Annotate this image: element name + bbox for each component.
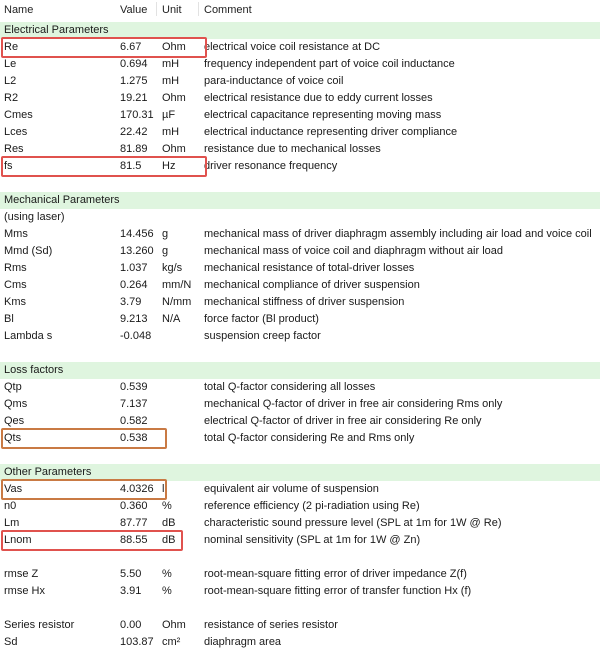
parameter-value: 0.360 bbox=[120, 500, 148, 512]
parameter-value: 14.456 bbox=[120, 228, 154, 240]
parameter-row[interactable] bbox=[0, 158, 600, 175]
parameter-unit: % bbox=[162, 585, 172, 597]
parameter-comment: mechanical stiffness of driver suspension bbox=[204, 296, 405, 308]
parameter-comment: electrical capacitance representing moving mass bbox=[204, 109, 442, 121]
parameter-name: rmse Z bbox=[4, 568, 39, 580]
parameter-row[interactable] bbox=[0, 260, 600, 277]
parameter-name: Lnom bbox=[4, 534, 32, 546]
parameter-row[interactable] bbox=[0, 294, 600, 311]
parameter-value: 1.275 bbox=[120, 75, 148, 87]
parameter-value: 4.0326 bbox=[120, 483, 154, 495]
parameter-row[interactable] bbox=[0, 515, 600, 532]
column-unit-header[interactable]: Unit bbox=[162, 4, 182, 16]
parameter-name: Res bbox=[4, 143, 24, 155]
parameter-value: 1.037 bbox=[120, 262, 148, 274]
parameter-name: Kms bbox=[4, 296, 26, 308]
parameter-value: 3.91 bbox=[120, 585, 142, 597]
parameter-value: 22.42 bbox=[120, 126, 148, 138]
parameter-unit: mH bbox=[162, 58, 180, 70]
parameter-comment: force factor (Bl product) bbox=[204, 313, 319, 325]
parameter-row[interactable] bbox=[0, 73, 600, 90]
parameter-row[interactable] bbox=[0, 566, 600, 583]
spacer-row bbox=[0, 447, 600, 464]
parameter-name: Lces bbox=[4, 126, 28, 138]
highlight-box bbox=[1, 156, 207, 177]
parameter-value: 0.582 bbox=[120, 415, 148, 427]
parameter-name: Lambda s bbox=[4, 330, 53, 342]
parameter-row[interactable] bbox=[0, 413, 600, 430]
column-value-header[interactable]: Value bbox=[120, 4, 148, 16]
parameter-unit: Ohm bbox=[162, 619, 186, 631]
parameter-unit: mm/N bbox=[162, 279, 192, 291]
parameter-comment: mechanical compliance of driver suspension bbox=[204, 279, 420, 291]
parameter-unit: N/A bbox=[162, 313, 181, 325]
spacer-row bbox=[0, 549, 600, 566]
parameter-name: Lm bbox=[4, 517, 20, 529]
parameter-value: 81.89 bbox=[120, 143, 148, 155]
parameter-row[interactable] bbox=[0, 141, 600, 158]
parameter-name: Qms bbox=[4, 398, 28, 410]
parameter-comment: reference efficiency (2 pi-radiation using Re) bbox=[204, 500, 420, 512]
column-divider[interactable] bbox=[198, 2, 199, 16]
column-name-header[interactable]: Name bbox=[4, 4, 34, 16]
parameter-unit: g bbox=[162, 228, 169, 240]
spacer-row bbox=[0, 600, 600, 617]
parameter-row[interactable] bbox=[0, 90, 600, 107]
parameter-value: 88.55 bbox=[120, 534, 148, 546]
parameter-row[interactable] bbox=[0, 481, 600, 498]
parameter-comment: total Q-factor considering Re and Rms only bbox=[204, 432, 415, 444]
parameter-value: -0.048 bbox=[120, 330, 152, 342]
parameter-row[interactable] bbox=[0, 396, 600, 413]
parameter-name: Cms bbox=[4, 279, 27, 291]
parameter-unit: mH bbox=[162, 75, 180, 87]
group-header-row[interactable] bbox=[0, 362, 600, 379]
parameter-value: 13.260 bbox=[120, 245, 154, 257]
group-title: Mechanical Parameters bbox=[4, 194, 120, 206]
parameter-comment: electrical Q-factor of driver in free air considering Re only bbox=[204, 415, 482, 427]
parameter-unit: l bbox=[162, 483, 165, 495]
parameter-row[interactable] bbox=[0, 311, 600, 328]
parameter-name: Qes bbox=[4, 415, 25, 427]
parameter-comment: root-mean-square fitting error of driver impedance Z(f) bbox=[204, 568, 467, 580]
parameter-unit: dB bbox=[162, 534, 176, 546]
parameter-row[interactable] bbox=[0, 277, 600, 294]
parameter-name: Le bbox=[4, 58, 17, 70]
parameter-name: Mmd (Sd) bbox=[4, 245, 53, 257]
parameter-value: 3.79 bbox=[120, 296, 142, 308]
column-comment-header[interactable]: Comment bbox=[204, 4, 252, 16]
group-header-row[interactable] bbox=[0, 464, 600, 481]
parameter-row[interactable] bbox=[0, 124, 600, 141]
parameter-table bbox=[0, 22, 600, 651]
parameter-unit: mH bbox=[162, 126, 180, 138]
parameter-name: rmse Hx bbox=[4, 585, 45, 597]
parameter-name: Re bbox=[4, 41, 19, 53]
parameter-name: Rms bbox=[4, 262, 27, 274]
parameter-comment: root-mean-square fitting error of transfer function Hx (f) bbox=[204, 585, 472, 597]
parameter-unit: kg/s bbox=[162, 262, 183, 274]
spacer-row bbox=[0, 175, 600, 192]
parameter-value: 19.21 bbox=[120, 92, 148, 104]
group-header-row[interactable] bbox=[0, 22, 600, 39]
parameter-unit: % bbox=[162, 568, 172, 580]
parameter-value: 0.538 bbox=[120, 432, 148, 444]
parameter-value: 5.50 bbox=[120, 568, 142, 580]
parameter-name: Vas bbox=[4, 483, 23, 495]
parameter-unit: dB bbox=[162, 517, 176, 529]
parameter-row[interactable] bbox=[0, 243, 600, 260]
parameter-name: (using laser) bbox=[4, 211, 65, 223]
parameter-row[interactable] bbox=[0, 379, 600, 396]
parameter-comment: mechanical mass of voice coil and diaphragm without air load bbox=[204, 245, 503, 257]
parameter-name: Bl bbox=[4, 313, 14, 325]
parameter-unit: Ohm bbox=[162, 41, 186, 53]
group-header-row[interactable] bbox=[0, 192, 600, 209]
parameter-value: 0.00 bbox=[120, 619, 142, 631]
parameter-unit: Ohm bbox=[162, 92, 186, 104]
parameter-unit: % bbox=[162, 500, 172, 512]
parameter-name: n0 bbox=[4, 500, 17, 512]
group-title: Other Parameters bbox=[4, 466, 92, 478]
parameter-comment: para-inductance of voice coil bbox=[204, 75, 344, 87]
parameter-comment: driver resonance frequency bbox=[204, 160, 338, 172]
parameter-comment: nominal sensitivity (SPL at 1m for 1W @ Zn) bbox=[204, 534, 421, 546]
parameter-comment: resistance of series resistor bbox=[204, 619, 338, 631]
parameter-name: Mms bbox=[4, 228, 28, 240]
parameter-name: Cmes bbox=[4, 109, 33, 121]
parameter-unit: g bbox=[162, 245, 169, 257]
parameter-name: Qtp bbox=[4, 381, 22, 393]
parameter-name: Qts bbox=[4, 432, 22, 444]
parameter-value: 0.539 bbox=[120, 381, 148, 393]
parameter-comment: mechanical mass of driver diaphragm assembly including air load and voice coil bbox=[204, 228, 592, 240]
parameter-unit: cm² bbox=[162, 636, 181, 648]
column-header bbox=[0, 0, 600, 18]
parameter-value: 87.77 bbox=[120, 517, 148, 529]
parameter-comment: characteristic sound pressure level (SPL at 1m for 1W @ Re) bbox=[204, 517, 502, 529]
parameter-value: 0.264 bbox=[120, 279, 148, 291]
parameter-comment: suspension creep factor bbox=[204, 330, 321, 342]
parameter-comment: equivalent air volume of suspension bbox=[204, 483, 379, 495]
parameter-row[interactable] bbox=[0, 226, 600, 243]
parameter-row[interactable] bbox=[0, 634, 600, 651]
parameter-comment: mechanical resistance of total-driver losses bbox=[204, 262, 415, 274]
parameter-row[interactable] bbox=[0, 328, 600, 345]
parameter-comment: total Q-factor considering all losses bbox=[204, 381, 376, 393]
parameter-comment: mechanical Q-factor of driver in free air considering Rms only bbox=[204, 398, 503, 410]
parameter-unit: N/mm bbox=[162, 296, 192, 308]
spacer-row bbox=[0, 345, 600, 362]
parameter-name: L2 bbox=[4, 75, 17, 87]
group-title: Electrical Parameters bbox=[4, 24, 109, 36]
parameter-row[interactable] bbox=[0, 430, 600, 447]
parameter-row[interactable] bbox=[0, 39, 600, 56]
parameter-comment: electrical resistance due to eddy current losses bbox=[204, 92, 433, 104]
parameter-row[interactable] bbox=[0, 56, 600, 73]
parameter-comment: diaphragm area bbox=[204, 636, 282, 648]
parameter-value: 9.213 bbox=[120, 313, 148, 325]
parameter-row[interactable] bbox=[0, 209, 600, 226]
parameter-row[interactable] bbox=[0, 617, 600, 634]
parameter-value: 7.137 bbox=[120, 398, 148, 410]
parameter-comment: frequency independent part of voice coil inductance bbox=[204, 58, 455, 70]
parameter-comment: electrical voice coil resistance at DC bbox=[204, 41, 381, 53]
parameter-value: 103.87 bbox=[120, 636, 154, 648]
parameter-value: 0.694 bbox=[120, 58, 148, 70]
parameter-row[interactable] bbox=[0, 107, 600, 124]
parameter-unit: µF bbox=[162, 109, 176, 121]
parameter-unit: Ohm bbox=[162, 143, 186, 155]
parameter-name: R2 bbox=[4, 92, 19, 104]
parameter-name: Series resistor bbox=[4, 619, 75, 631]
parameter-name: Sd bbox=[4, 636, 18, 648]
parameter-row[interactable] bbox=[0, 532, 600, 549]
parameter-value: 6.67 bbox=[120, 41, 142, 53]
parameter-comment: resistance due to mechanical losses bbox=[204, 143, 381, 155]
parameter-value: 81.5 bbox=[120, 160, 142, 172]
parameter-comment: electrical inductance representing driver compliance bbox=[204, 126, 458, 138]
parameter-unit: Hz bbox=[162, 160, 176, 172]
parameter-value: 170.31 bbox=[120, 109, 154, 121]
parameter-row[interactable] bbox=[0, 583, 600, 600]
parameter-name: fs bbox=[4, 160, 13, 172]
group-title: Loss factors bbox=[4, 364, 64, 376]
column-divider[interactable] bbox=[156, 2, 157, 16]
parameter-row[interactable] bbox=[0, 498, 600, 515]
